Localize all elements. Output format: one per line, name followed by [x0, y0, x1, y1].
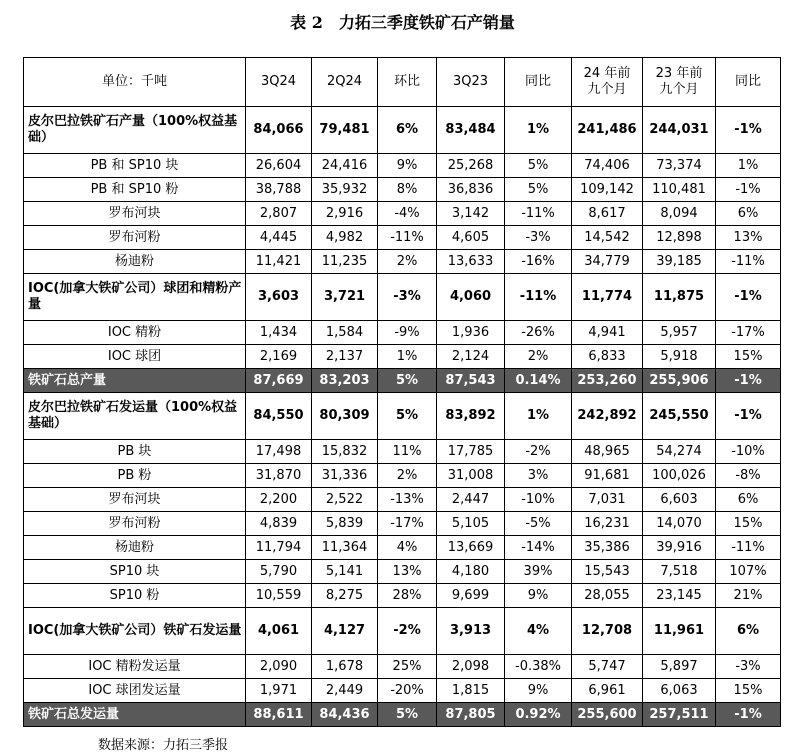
- table-row: [24, 560, 781, 584]
- table-cell: 4,605: [437, 226, 505, 250]
- table-row: [24, 488, 781, 512]
- table-cell: -10%: [716, 440, 781, 464]
- row-label: 罗布河粉: [24, 512, 246, 536]
- table-cell: 73,374: [643, 154, 716, 178]
- table-cell: -4%: [378, 202, 437, 226]
- row-label: IOC 球团: [24, 345, 246, 369]
- table-row: [24, 154, 781, 178]
- row-label: 皮尔巴拉铁矿石发运量（100%权益基础）: [24, 393, 246, 440]
- table-cell: 8%: [378, 178, 437, 202]
- table-cell: 255,906: [643, 369, 716, 393]
- row-label: 杨迪粉: [24, 250, 246, 274]
- table-cell: -1%: [716, 393, 781, 440]
- column-header: 2Q24: [312, 58, 378, 107]
- table-cell: 2%: [505, 345, 572, 369]
- table-cell: -3%: [378, 274, 437, 321]
- table-cell: 4,060: [437, 274, 505, 321]
- table-cell: -9%: [378, 321, 437, 345]
- row-label: PB 和 SP10 粉: [24, 178, 246, 202]
- table-cell: 4,839: [246, 512, 312, 536]
- table-cell: -0.38%: [505, 655, 572, 679]
- table-cell: 80,309: [312, 393, 378, 440]
- table-row: [24, 274, 781, 321]
- table-cell: 3,142: [437, 202, 505, 226]
- table-cell: 2,916: [312, 202, 378, 226]
- table-cell: 91,681: [572, 464, 643, 488]
- table-cell: 6,603: [643, 488, 716, 512]
- iron-ore-table: [23, 57, 781, 727]
- table-cell: 15,832: [312, 440, 378, 464]
- table-cell: 35,386: [572, 536, 643, 560]
- table-cell: 39,185: [643, 250, 716, 274]
- row-label: PB 和 SP10 块: [24, 154, 246, 178]
- table-cell: 4,941: [572, 321, 643, 345]
- column-header: 同比: [505, 58, 572, 107]
- table-cell: 54,274: [643, 440, 716, 464]
- table-cell: 35,932: [312, 178, 378, 202]
- table-cell: 17,785: [437, 440, 505, 464]
- table-cell: 12,898: [643, 226, 716, 250]
- table-cell: 34,779: [572, 250, 643, 274]
- table-cell: 31,336: [312, 464, 378, 488]
- table-cell: 1,434: [246, 321, 312, 345]
- table-cell: 5%: [505, 154, 572, 178]
- row-label: IOC(加拿大铁矿公司）铁矿石发运量: [24, 608, 246, 655]
- table-cell: 110,481: [643, 178, 716, 202]
- table-cell: 87,543: [437, 369, 505, 393]
- table-cell: 5%: [378, 703, 437, 727]
- table-cell: 241,486: [572, 107, 643, 154]
- table-cell: 4,180: [437, 560, 505, 584]
- table-row: [24, 369, 781, 393]
- table-cell: 5,790: [246, 560, 312, 584]
- table-cell: 24,416: [312, 154, 378, 178]
- row-label: IOC 精粉发运量: [24, 655, 246, 679]
- row-label: 铁矿石总发运量: [24, 703, 246, 727]
- table-cell: 1,815: [437, 679, 505, 703]
- table-cell: 5,897: [643, 655, 716, 679]
- table-cell: 2,522: [312, 488, 378, 512]
- table-cell: 10,559: [246, 584, 312, 608]
- table-cell: 2,807: [246, 202, 312, 226]
- table-cell: 16,231: [572, 512, 643, 536]
- table-cell: 83,892: [437, 393, 505, 440]
- table-row: [24, 584, 781, 608]
- table-cell: 255,600: [572, 703, 643, 727]
- table-cell: 84,550: [246, 393, 312, 440]
- table-cell: 0.92%: [505, 703, 572, 727]
- table-cell: 13,633: [437, 250, 505, 274]
- table-cell: 3,913: [437, 608, 505, 655]
- table-cell: -8%: [716, 464, 781, 488]
- table-cell: 3,721: [312, 274, 378, 321]
- table-cell: -1%: [716, 703, 781, 727]
- table-cell: 84,066: [246, 107, 312, 154]
- table-cell: -20%: [378, 679, 437, 703]
- table-cell: 17,498: [246, 440, 312, 464]
- table-cell: 257,511: [643, 703, 716, 727]
- table-cell: 9%: [505, 584, 572, 608]
- table-cell: 1%: [505, 393, 572, 440]
- table-cell: 6%: [716, 488, 781, 512]
- table-cell: 2,137: [312, 345, 378, 369]
- table-cell: 8,094: [643, 202, 716, 226]
- table-cell: 4,982: [312, 226, 378, 250]
- table-cell: 84,436: [312, 703, 378, 727]
- table-cell: 83,203: [312, 369, 378, 393]
- table-cell: 3%: [505, 464, 572, 488]
- table-row: [24, 464, 781, 488]
- table-cell: -3%: [716, 655, 781, 679]
- column-header: 3Q24: [246, 58, 312, 107]
- table-cell: 74,406: [572, 154, 643, 178]
- column-header: 24 年前 九个月: [572, 58, 643, 107]
- table-cell: 2,169: [246, 345, 312, 369]
- table-cell: 5,105: [437, 512, 505, 536]
- table-cell: -1%: [716, 274, 781, 321]
- table-cell: 6,833: [572, 345, 643, 369]
- table-cell: -1%: [716, 369, 781, 393]
- table-cell: 13%: [378, 560, 437, 584]
- table-cell: 15%: [716, 512, 781, 536]
- table-cell: 5,141: [312, 560, 378, 584]
- table-cell: 1%: [505, 107, 572, 154]
- table-cell: 4,127: [312, 608, 378, 655]
- table-cell: 2,124: [437, 345, 505, 369]
- table-cell: 12,708: [572, 608, 643, 655]
- table-cell: 100,026: [643, 464, 716, 488]
- table-cell: 6%: [716, 202, 781, 226]
- table-cell: -2%: [378, 608, 437, 655]
- table-cell: 5,918: [643, 345, 716, 369]
- table-cell: 8,617: [572, 202, 643, 226]
- table-row: [24, 393, 781, 440]
- column-header: 3Q23: [437, 58, 505, 107]
- table-cell: 25%: [378, 655, 437, 679]
- table-cell: 9%: [378, 154, 437, 178]
- table-row: [24, 608, 781, 655]
- table-row: [24, 321, 781, 345]
- table-cell: 48,965: [572, 440, 643, 464]
- row-label: 罗布河块: [24, 202, 246, 226]
- table-cell: 2,449: [312, 679, 378, 703]
- table-cell: 2,447: [437, 488, 505, 512]
- table-cell: 11,235: [312, 250, 378, 274]
- table-cell: 7,518: [643, 560, 716, 584]
- table-cell: 1,678: [312, 655, 378, 679]
- table-cell: 15%: [716, 679, 781, 703]
- table-cell: 242,892: [572, 393, 643, 440]
- table-cell: 79,481: [312, 107, 378, 154]
- table-cell: 14,070: [643, 512, 716, 536]
- table-cell: 13%: [716, 226, 781, 250]
- table-cell: 13,669: [437, 536, 505, 560]
- table-cell: 38,788: [246, 178, 312, 202]
- table-row: [24, 107, 781, 154]
- table-cell: -11%: [716, 536, 781, 560]
- table-row: [24, 178, 781, 202]
- table-cell: -1%: [716, 107, 781, 154]
- table-cell: 5%: [505, 178, 572, 202]
- table-cell: 11%: [378, 440, 437, 464]
- table-row: [24, 655, 781, 679]
- table-cell: 1%: [716, 154, 781, 178]
- table-cell: 5%: [378, 393, 437, 440]
- column-header: 单位：千吨: [24, 58, 246, 107]
- table-cell: 28%: [378, 584, 437, 608]
- table-cell: 88,611: [246, 703, 312, 727]
- table-row: [24, 440, 781, 464]
- table-cell: 11,774: [572, 274, 643, 321]
- table-cell: 2%: [378, 250, 437, 274]
- table-cell: 9%: [505, 679, 572, 703]
- column-header: 环比: [378, 58, 437, 107]
- row-label: 杨迪粉: [24, 536, 246, 560]
- table-cell: 11,875: [643, 274, 716, 321]
- table-cell: 21%: [716, 584, 781, 608]
- table-cell: 5,747: [572, 655, 643, 679]
- table-row: [24, 345, 781, 369]
- table-cell: 6%: [378, 107, 437, 154]
- table-cell: -5%: [505, 512, 572, 536]
- table-cell: 28,055: [572, 584, 643, 608]
- table-cell: 87,669: [246, 369, 312, 393]
- table-cell: 1,936: [437, 321, 505, 345]
- table-cell: 1%: [378, 345, 437, 369]
- row-label: 罗布河粉: [24, 226, 246, 250]
- table-cell: 25,268: [437, 154, 505, 178]
- table-cell: 2%: [378, 464, 437, 488]
- table-cell: 0.14%: [505, 369, 572, 393]
- table-cell: 5,957: [643, 321, 716, 345]
- table-cell: 36,836: [437, 178, 505, 202]
- row-label: SP10 块: [24, 560, 246, 584]
- table-cell: 4%: [378, 536, 437, 560]
- table-row: [24, 512, 781, 536]
- table-row: [24, 226, 781, 250]
- table-cell: 15%: [716, 345, 781, 369]
- table-cell: -11%: [716, 250, 781, 274]
- table-row: [24, 250, 781, 274]
- table-cell: 11,794: [246, 536, 312, 560]
- table-cell: 87,805: [437, 703, 505, 727]
- table-cell: 6,961: [572, 679, 643, 703]
- table-cell: 6,063: [643, 679, 716, 703]
- table-cell: -11%: [505, 202, 572, 226]
- table-row: [24, 679, 781, 703]
- table-cell: -17%: [378, 512, 437, 536]
- table-cell: -11%: [378, 226, 437, 250]
- table-cell: 4%: [505, 608, 572, 655]
- column-header: 同比: [716, 58, 781, 107]
- column-header: 23 年前 九个月: [643, 58, 716, 107]
- table-cell: 5%: [378, 369, 437, 393]
- table-cell: -17%: [716, 321, 781, 345]
- row-label: PB 块: [24, 440, 246, 464]
- table-cell: -10%: [505, 488, 572, 512]
- table-cell: -26%: [505, 321, 572, 345]
- table-cell: 1,584: [312, 321, 378, 345]
- table-cell: 8,275: [312, 584, 378, 608]
- table-cell: 23,145: [643, 584, 716, 608]
- table-cell: -13%: [378, 488, 437, 512]
- table-cell: 109,142: [572, 178, 643, 202]
- table-cell: -16%: [505, 250, 572, 274]
- table-cell: 11,421: [246, 250, 312, 274]
- table-cell: 1,971: [246, 679, 312, 703]
- table-cell: 2,090: [246, 655, 312, 679]
- row-label: 罗布河块: [24, 488, 246, 512]
- header-row: [24, 58, 781, 107]
- row-label: IOC(加拿大铁矿公司）球团和精粉产量: [24, 274, 246, 321]
- table-row: [24, 202, 781, 226]
- table-cell: 26,604: [246, 154, 312, 178]
- row-label: 皮尔巴拉铁矿石产量（100%权益基础）: [24, 107, 246, 154]
- table-cell: 83,484: [437, 107, 505, 154]
- table-cell: 2,098: [437, 655, 505, 679]
- table-cell: 31,008: [437, 464, 505, 488]
- table-cell: 6%: [716, 608, 781, 655]
- row-label: 铁矿石总产量: [24, 369, 246, 393]
- table-cell: 5,839: [312, 512, 378, 536]
- table-row: [24, 536, 781, 560]
- table-cell: 31,870: [246, 464, 312, 488]
- table-cell: -11%: [505, 274, 572, 321]
- table-cell: 2,200: [246, 488, 312, 512]
- table-cell: 3,603: [246, 274, 312, 321]
- table-cell: 15,543: [572, 560, 643, 584]
- table-cell: 245,550: [643, 393, 716, 440]
- table-cell: -3%: [505, 226, 572, 250]
- table-row: [24, 703, 781, 727]
- data-source-note: 数据来源：力拓三季报: [98, 738, 229, 753]
- table-title: 表 2 力拓三季度铁矿石产销量: [290, 13, 515, 32]
- table-cell: 244,031: [643, 107, 716, 154]
- table-cell: -14%: [505, 536, 572, 560]
- table-cell: -1%: [716, 178, 781, 202]
- table-cell: 7,031: [572, 488, 643, 512]
- table-cell: 253,260: [572, 369, 643, 393]
- table-cell: 11,364: [312, 536, 378, 560]
- table-cell: 4,061: [246, 608, 312, 655]
- table-cell: 11,961: [643, 608, 716, 655]
- row-label: IOC 精粉: [24, 321, 246, 345]
- table-cell: 14,542: [572, 226, 643, 250]
- table-cell: 39,916: [643, 536, 716, 560]
- table-cell: 107%: [716, 560, 781, 584]
- table-cell: 39%: [505, 560, 572, 584]
- table-cell: -2%: [505, 440, 572, 464]
- table-cell: 9,699: [437, 584, 505, 608]
- table-cell: 4,445: [246, 226, 312, 250]
- row-label: PB 粉: [24, 464, 246, 488]
- row-label: IOC 球团发运量: [24, 679, 246, 703]
- row-label: SP10 粉: [24, 584, 246, 608]
